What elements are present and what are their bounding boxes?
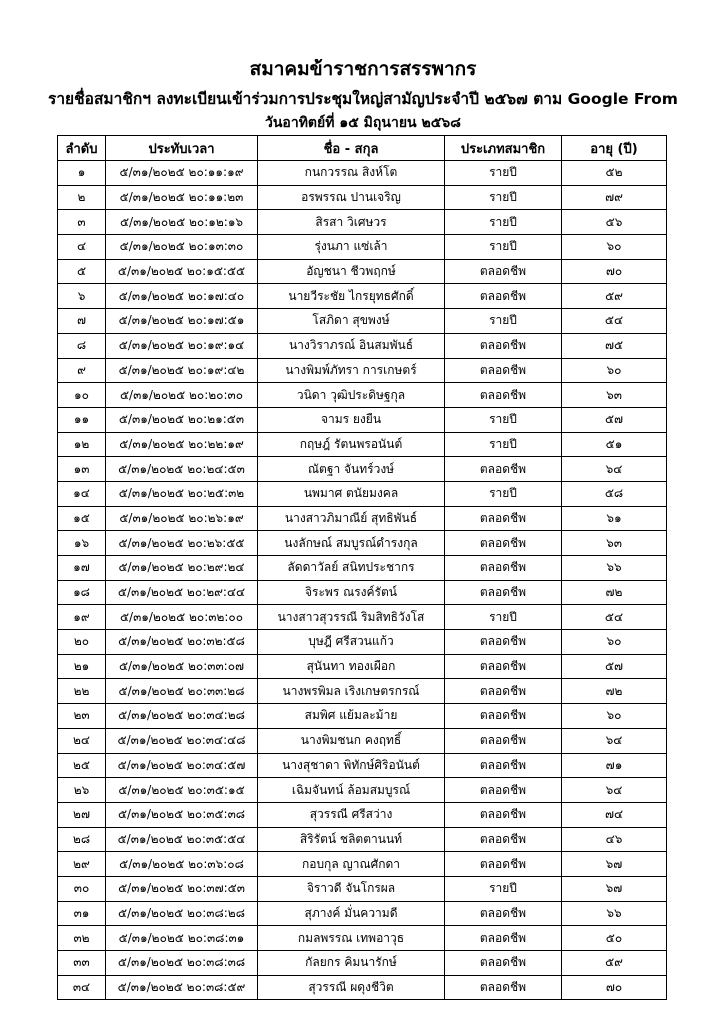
cell-order: ๓ [58, 210, 106, 235]
cell-timestamp: ๕/๓๑/๒๐๒๕ ๒๐:๓๕:๑๕ [106, 778, 258, 803]
table-row [58, 630, 667, 655]
cell-age: ๗๑ [562, 753, 667, 778]
cell-name: กอบกุล ญาณศักดา [258, 852, 445, 877]
table-row [58, 506, 667, 531]
cell-timestamp: ๕/๓๑/๒๐๒๕ ๒๐:๓๖:๐๘ [106, 852, 258, 877]
cell-order: ๒๑ [58, 654, 106, 679]
cell-member-type: รายปี [445, 210, 562, 235]
cell-order: ๒๖ [58, 778, 106, 803]
cell-name: กมลพรรณ เทพอาวุธ [258, 926, 445, 951]
cell-age: ๕๗ [562, 654, 667, 679]
cell-timestamp: ๕/๓๑/๒๐๒๕ ๒๐:๓๒:๕๘ [106, 630, 258, 655]
document-date: วันอาทิตย์ที่ ๑๕ มิถุนายน ๒๕๖๘ [265, 115, 461, 131]
table-row [58, 185, 667, 210]
cell-member-type: รายปี [445, 235, 562, 260]
cell-age: ๖๔ [562, 728, 667, 753]
cell-timestamp: ๕/๓๑/๒๐๒๕ ๒๐:๒๙:๒๔ [106, 556, 258, 581]
cell-member-type: ตลอดชีพ [445, 383, 562, 408]
cell-member-type: ตลอดชีพ [445, 802, 562, 827]
table-row [58, 309, 667, 334]
cell-name: สิริรัตน์ ชลิตตานนท์ [258, 827, 445, 852]
cell-order: ๓๓ [58, 951, 106, 976]
cell-member-type: รายปี [445, 481, 562, 506]
cell-order: ๒๐ [58, 630, 106, 655]
table-row [58, 605, 667, 630]
cell-timestamp: ๕/๓๑/๒๐๒๕ ๒๐:๒๔:๕๓ [106, 457, 258, 482]
cell-age: ๗๐ [562, 975, 667, 1000]
cell-order: ๓๐ [58, 876, 106, 901]
cell-member-type: ตลอดชีพ [445, 457, 562, 482]
cell-age: ๕๘ [562, 481, 667, 506]
cell-age: ๕๐ [562, 926, 667, 951]
cell-age: ๖๓ [562, 531, 667, 556]
table-row [58, 556, 667, 581]
cell-order: ๑๕ [58, 506, 106, 531]
cell-member-type: ตลอดชีพ [445, 333, 562, 358]
cell-timestamp: ๕/๓๑/๒๐๒๕ ๒๐:๒๐:๓๐ [106, 383, 258, 408]
table-row [58, 975, 667, 1000]
cell-age: ๗๕ [562, 333, 667, 358]
cell-age: ๖๔ [562, 457, 667, 482]
table-row [58, 259, 667, 284]
cell-name: นพมาศ ตนัยมงคล [258, 481, 445, 506]
cell-timestamp: ๕/๓๑/๒๐๒๕ ๒๐:๑๙:๔๒ [106, 358, 258, 383]
cell-order: ๑๓ [58, 457, 106, 482]
table-row [58, 827, 667, 852]
table-row [58, 161, 667, 186]
cell-name: โสภิดา สุขพงษ์ [258, 309, 445, 334]
cell-timestamp: ๕/๓๑/๒๐๒๕ ๒๐:๑๕:๕๕ [106, 259, 258, 284]
cell-age: ๖๔ [562, 778, 667, 803]
cell-order: ๔ [58, 235, 106, 260]
cell-order: ๒๓ [58, 704, 106, 729]
cell-member-type: ตลอดชีพ [445, 580, 562, 605]
cell-age: ๔๖ [562, 827, 667, 852]
cell-member-type: ตลอดชีพ [445, 852, 562, 877]
cell-timestamp: ๕/๓๑/๒๐๒๕ ๒๐:๑๗:๕๑ [106, 309, 258, 334]
cell-age: ๕๔ [562, 605, 667, 630]
cell-name: นางสุชาดา พิทักษ์ศิริอนันต์ [258, 753, 445, 778]
cell-order: ๒๘ [58, 827, 106, 852]
table-row [58, 531, 667, 556]
cell-member-type: รายปี [445, 185, 562, 210]
cell-age: ๖๗ [562, 876, 667, 901]
cell-name: สุภางค์ มั่นความดี [258, 901, 445, 926]
cell-timestamp: ๕/๓๑/๒๐๒๕ ๒๐:๓๔:๕๗ [106, 753, 258, 778]
cell-age: ๕๒ [562, 161, 667, 186]
table-row [58, 284, 667, 309]
header-name: ชื่อ - สกุล [258, 136, 445, 161]
document-title: สมาคมข้าราชการสรรพากร [249, 58, 477, 80]
table-row [58, 333, 667, 358]
cell-name: นางสาวสุวรรณี ริมสิทธิวังโส [258, 605, 445, 630]
cell-name: วนิดา วุฒิประดิษฐกุล [258, 383, 445, 408]
cell-age: ๗๒ [562, 679, 667, 704]
header-age: อายุ (ปี) [562, 136, 667, 161]
cell-age: ๖๐ [562, 358, 667, 383]
cell-member-type: ตลอดชีพ [445, 728, 562, 753]
header-member-type: ประเภทสมาชิก [445, 136, 562, 161]
cell-name: สิรสา วิเศษวร [258, 210, 445, 235]
cell-timestamp: ๕/๓๑/๒๐๒๕ ๒๐:๓๔:๔๘ [106, 728, 258, 753]
cell-member-type: ตลอดชีพ [445, 778, 562, 803]
cell-age: ๗๔ [562, 802, 667, 827]
cell-order: ๒ [58, 185, 106, 210]
cell-name: นางพิมชนก คงฤทธิ์ [258, 728, 445, 753]
cell-name: จามร ยงยืน [258, 407, 445, 432]
cell-member-type: ตลอดชีพ [445, 556, 562, 581]
cell-timestamp: ๕/๓๑/๒๐๒๕ ๒๐:๒๑:๕๓ [106, 407, 258, 432]
cell-member-type: รายปี [445, 605, 562, 630]
cell-order: ๑๔ [58, 481, 106, 506]
cell-name: ณัตฐา จันทร์วงษ์ [258, 457, 445, 482]
table-row [58, 876, 667, 901]
cell-member-type: ตลอดชีพ [445, 284, 562, 309]
cell-age: ๕๑ [562, 432, 667, 457]
cell-name: บุษฎี ศรีสวนแก้ว [258, 630, 445, 655]
cell-age: ๕๖ [562, 210, 667, 235]
cell-timestamp: ๕/๓๑/๒๐๒๕ ๒๐:๑๓:๓๐ [106, 235, 258, 260]
cell-order: ๙ [58, 358, 106, 383]
cell-timestamp: ๕/๓๑/๒๐๒๕ ๒๐:๓๕:๕๔ [106, 827, 258, 852]
cell-age: ๖๗ [562, 852, 667, 877]
cell-timestamp: ๕/๓๑/๒๐๒๕ ๒๐:๒๖:๕๕ [106, 531, 258, 556]
cell-timestamp: ๕/๓๑/๒๐๒๕ ๒๐:๓๘:๓๑ [106, 926, 258, 951]
table-row [58, 951, 667, 976]
cell-member-type: ตลอดชีพ [445, 679, 562, 704]
cell-order: ๑๐ [58, 383, 106, 408]
cell-order: ๑๒ [58, 432, 106, 457]
cell-order: ๓๒ [58, 926, 106, 951]
cell-age: ๕๙ [562, 284, 667, 309]
cell-name: กนกวรรณ สิงห์โต [258, 161, 445, 186]
cell-age: ๖๐ [562, 704, 667, 729]
cell-name: สมพิศ แย้มละม้าย [258, 704, 445, 729]
cell-member-type: ตลอดชีพ [445, 753, 562, 778]
table-header-row [58, 136, 667, 161]
cell-member-type: ตลอดชีพ [445, 358, 562, 383]
table-row [58, 383, 667, 408]
table-row [58, 457, 667, 482]
cell-timestamp: ๕/๓๑/๒๐๒๕ ๒๐:๓๕:๓๘ [106, 802, 258, 827]
cell-age: ๗๙ [562, 185, 667, 210]
header-timestamp: ประทับเวลา [106, 136, 258, 161]
cell-member-type: รายปี [445, 432, 562, 457]
cell-name: จิราวดี จันโกรผล [258, 876, 445, 901]
cell-timestamp: ๕/๓๑/๒๐๒๕ ๒๐:๓๗:๕๓ [106, 876, 258, 901]
table-row [58, 778, 667, 803]
cell-age: ๖๓ [562, 383, 667, 408]
cell-timestamp: ๕/๓๑/๒๐๒๕ ๒๐:๒๙:๔๔ [106, 580, 258, 605]
cell-age: ๖๑ [562, 506, 667, 531]
cell-member-type: รายปี [445, 876, 562, 901]
cell-member-type: ตลอดชีพ [445, 975, 562, 1000]
table-row [58, 432, 667, 457]
cell-order: ๖ [58, 284, 106, 309]
table-row [58, 728, 667, 753]
cell-member-type: ตลอดชีพ [445, 951, 562, 976]
cell-name: อรพรรณ ปานเจริญ [258, 185, 445, 210]
cell-order: ๗ [58, 309, 106, 334]
cell-member-type: ตลอดชีพ [445, 827, 562, 852]
cell-name: กัลยกร คิมนารักษ์ [258, 951, 445, 976]
cell-timestamp: ๕/๓๑/๒๐๒๕ ๒๐:๓๒:๐๐ [106, 605, 258, 630]
cell-member-type: ตลอดชีพ [445, 259, 562, 284]
cell-age: ๖๖ [562, 901, 667, 926]
cell-order: ๒๕ [58, 753, 106, 778]
cell-age: ๕๗ [562, 407, 667, 432]
table-row [58, 753, 667, 778]
cell-order: ๒๒ [58, 679, 106, 704]
header-order: ลำดับ [58, 136, 106, 161]
cell-name: เฉิมจันทน์ ล้อมสมบูรณ์ [258, 778, 445, 803]
cell-timestamp: ๕/๓๑/๒๐๒๕ ๒๐:๒๖:๑๙ [106, 506, 258, 531]
cell-member-type: ตลอดชีพ [445, 926, 562, 951]
cell-name: สุวรรณี ศรีสว่าง [258, 802, 445, 827]
cell-name: นงลักษณ์ สมบูรณ์ดำรงกุล [258, 531, 445, 556]
cell-order: ๒๔ [58, 728, 106, 753]
cell-order: ๓๔ [58, 975, 106, 1000]
cell-order: ๘ [58, 333, 106, 358]
table-row [58, 210, 667, 235]
table-row [58, 580, 667, 605]
member-table [57, 135, 667, 1000]
cell-timestamp: ๕/๓๑/๒๐๒๕ ๒๐:๑๙:๑๔ [106, 333, 258, 358]
cell-timestamp: ๕/๓๑/๒๐๒๕ ๒๐:๓๓:๒๘ [106, 679, 258, 704]
cell-timestamp: ๕/๓๑/๒๐๒๕ ๒๐:๓๘:๓๘ [106, 951, 258, 976]
cell-member-type: ตลอดชีพ [445, 531, 562, 556]
cell-member-type: ตลอดชีพ [445, 704, 562, 729]
cell-order: ๕ [58, 259, 106, 284]
cell-timestamp: ๕/๓๑/๒๐๒๕ ๒๐:๓๓:๐๗ [106, 654, 258, 679]
cell-name: รุ่งนภา แซ่เล้า [258, 235, 445, 260]
cell-name: นางพิมพ์ภัทรา การเกษตร์ [258, 358, 445, 383]
cell-timestamp: ๕/๓๑/๒๐๒๕ ๒๐:๑๑:๑๙ [106, 161, 258, 186]
table-row [58, 407, 667, 432]
cell-timestamp: ๕/๓๑/๒๐๒๕ ๒๐:๑๑:๒๓ [106, 185, 258, 210]
cell-order: ๑๑ [58, 407, 106, 432]
cell-age: ๖๖ [562, 556, 667, 581]
cell-name: นางวิราภรณ์ อินสมพันธ์ [258, 333, 445, 358]
cell-order: ๓๑ [58, 901, 106, 926]
cell-member-type: รายปี [445, 161, 562, 186]
cell-member-type: ตลอดชีพ [445, 630, 562, 655]
table-row [58, 358, 667, 383]
cell-order: ๑๘ [58, 580, 106, 605]
cell-timestamp: ๕/๓๑/๒๐๒๕ ๒๐:๑๗:๔๐ [106, 284, 258, 309]
cell-age: ๖๐ [562, 630, 667, 655]
cell-timestamp: ๕/๓๑/๒๐๒๕ ๒๐:๓๔:๒๘ [106, 704, 258, 729]
table-row [58, 704, 667, 729]
cell-name: นายวีระชัย ไกรยุทธศักดิ์ [258, 284, 445, 309]
cell-member-type: ตลอดชีพ [445, 654, 562, 679]
cell-name: สุนันทา ทองเผือก [258, 654, 445, 679]
cell-timestamp: ๕/๓๑/๒๐๒๕ ๒๐:๑๒:๑๖ [106, 210, 258, 235]
cell-timestamp: ๕/๓๑/๒๐๒๕ ๒๐:๒๕:๓๒ [106, 481, 258, 506]
cell-age: ๕๔ [562, 309, 667, 334]
table-body [58, 161, 667, 1000]
cell-name: นางพรพิมล เริงเกษตรกรณ์ [258, 679, 445, 704]
table-row [58, 654, 667, 679]
cell-name: ลัดดาวัลย์ สนิทประชากร [258, 556, 445, 581]
cell-name: อัญชนา ชีวพฤกษ์ [258, 259, 445, 284]
document-subtitle: รายชื่อสมาชิกฯ ลงทะเบียนเข้าร่วมการประชุมใหญ่สามัญประจำปี ๒๕๖๗ ตาม Google From [48, 90, 678, 108]
cell-age: ๗๒ [562, 580, 667, 605]
cell-timestamp: ๕/๓๑/๒๐๒๕ ๒๐:๒๒:๑๙ [106, 432, 258, 457]
cell-timestamp: ๕/๓๑/๒๐๒๕ ๒๐:๓๘:๒๘ [106, 901, 258, 926]
cell-order: ๑ [58, 161, 106, 186]
table-row [58, 802, 667, 827]
cell-age: ๖๐ [562, 235, 667, 260]
table-row [58, 235, 667, 260]
cell-member-type: ตลอดชีพ [445, 901, 562, 926]
cell-age: ๗๐ [562, 259, 667, 284]
cell-order: ๑๙ [58, 605, 106, 630]
cell-timestamp: ๕/๓๑/๒๐๒๕ ๒๐:๓๘:๕๙ [106, 975, 258, 1000]
cell-name: นางสาวภิมาณีย์ สุทธิพันธ์ [258, 506, 445, 531]
cell-order: ๒๙ [58, 852, 106, 877]
cell-member-type: ตลอดชีพ [445, 506, 562, 531]
table-row [58, 481, 667, 506]
cell-name: จิระพร ณรงค์รัตน์ [258, 580, 445, 605]
table-row [58, 926, 667, 951]
cell-member-type: รายปี [445, 309, 562, 334]
cell-age: ๕๙ [562, 951, 667, 976]
cell-name: สุวรรณี ผดุงชีวิต [258, 975, 445, 1000]
table-row [58, 679, 667, 704]
table-row [58, 852, 667, 877]
cell-order: ๒๗ [58, 802, 106, 827]
cell-name: กฤษฎ์ รัตนพรอนันต์ [258, 432, 445, 457]
cell-order: ๑๖ [58, 531, 106, 556]
table-row [58, 901, 667, 926]
cell-order: ๑๗ [58, 556, 106, 581]
cell-member-type: รายปี [445, 407, 562, 432]
